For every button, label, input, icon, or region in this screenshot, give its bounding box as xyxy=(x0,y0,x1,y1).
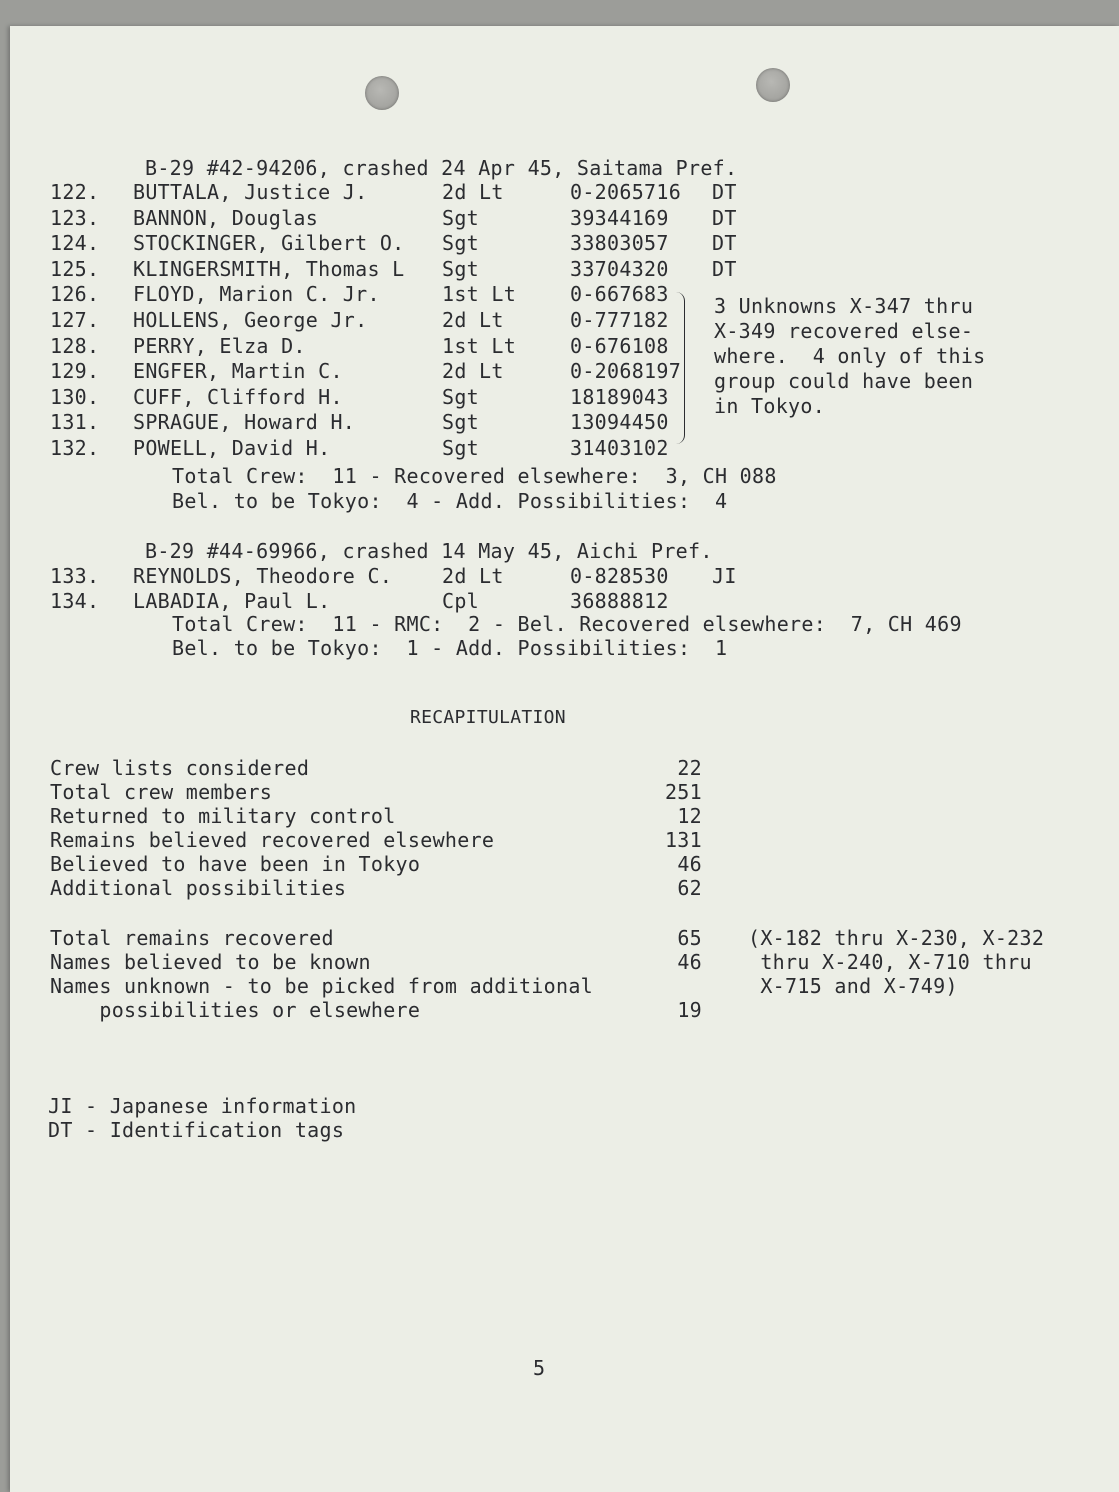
crew-rank: Sgt xyxy=(442,436,480,460)
crew-note: DT xyxy=(712,206,737,230)
recap-label: Remains believed recovered elsewhere xyxy=(50,828,495,852)
crew-rank: Sgt xyxy=(442,206,480,230)
recap-value: 62 xyxy=(677,876,702,900)
side-note-line: 3 Unknowns X-347 thru xyxy=(714,294,974,318)
crew-number: 134. xyxy=(50,589,100,613)
crew-name: KLINGERSMITH, Thomas L xyxy=(133,257,405,281)
recap-label: Returned to military control xyxy=(50,804,396,828)
crew-number: 123. xyxy=(50,206,100,230)
recap-value: 131 xyxy=(664,828,702,852)
crew-serial: 18189043 xyxy=(570,385,669,409)
recap-label: possibilities or elsewhere xyxy=(50,998,421,1022)
recap-label: Additional possibilities xyxy=(50,876,347,900)
side-note-line: in Tokyo. xyxy=(714,394,826,418)
crew-number: 132. xyxy=(50,436,100,460)
crew-serial: 0-2065716 xyxy=(570,180,682,204)
crew-note: DT xyxy=(712,257,737,281)
recap-value: 65 xyxy=(677,926,702,950)
side-note-line: group could have been xyxy=(714,369,974,393)
recap-label: Total remains recovered xyxy=(50,926,334,950)
crew-name: POWELL, David H. xyxy=(133,436,331,460)
side-note-line: where. 4 only of this xyxy=(714,344,986,368)
crew-rank: 2d Lt xyxy=(442,564,504,588)
crew-rank: Cpl xyxy=(442,589,480,613)
crew-name: BANNON, Douglas xyxy=(133,206,319,230)
crew-number: 131. xyxy=(50,410,100,434)
crew-serial: 36888812 xyxy=(570,589,669,613)
crew-name: REYNOLDS, Theodore C. xyxy=(133,564,393,588)
crew-note: DT xyxy=(712,231,737,255)
crew-number: 125. xyxy=(50,257,100,281)
crew-name: ENGFER, Martin C. xyxy=(133,359,343,383)
crew-summary: Total Crew: 11 - RMC: 2 - Bel. Recovered elsewhere: 7, CH 469 xyxy=(172,612,962,636)
remains-note-line: X-715 and X-749) xyxy=(748,974,958,998)
recap-title: RECAPITULATION xyxy=(410,707,566,728)
crew-name: STOCKINGER, Gilbert O. xyxy=(133,231,405,255)
crew-rank: Sgt xyxy=(442,410,480,434)
crew-name: SPRAGUE, Howard H. xyxy=(133,410,356,434)
crew-number: 122. xyxy=(50,180,100,204)
recap-value: 12 xyxy=(677,804,702,828)
crew-note: JI xyxy=(712,564,737,588)
recap-label: Believed to have been in Tokyo xyxy=(50,852,421,876)
legend-line: DT - Identification tags xyxy=(48,1118,345,1142)
crew-serial: 33704320 xyxy=(570,257,669,281)
recap-label: Crew lists considered xyxy=(50,756,310,780)
legend-line: JI - Japanese information xyxy=(48,1094,357,1118)
crew-serial: 0-777182 xyxy=(570,308,669,332)
crew-rank: 1st Lt xyxy=(442,334,517,358)
recap-label: Names unknown - to be picked from additional xyxy=(50,974,594,998)
crew-number: 130. xyxy=(50,385,100,409)
crew-serial: 0-828530 xyxy=(570,564,669,588)
recap-value: 46 xyxy=(677,950,702,974)
crew-serial: 31403102 xyxy=(570,436,669,460)
crew-summary: Total Crew: 11 - Recovered elsewhere: 3, CH 088 xyxy=(172,464,777,488)
side-note-line: X-349 recovered else- xyxy=(714,319,974,343)
remains-note-line: (X-182 thru X-230, X-232 xyxy=(748,926,1045,950)
crew-summary: Bel. to be Tokyo: 4 - Add. Possibilities: 4 xyxy=(172,489,728,513)
group-bracket xyxy=(676,292,685,444)
crew-number: 127. xyxy=(50,308,100,332)
crew-number: 128. xyxy=(50,334,100,358)
crew-name: CUFF, Clifford H. xyxy=(133,385,343,409)
crew-serial: 33803057 xyxy=(570,231,669,255)
aircraft-heading: B-29 #42-94206, crashed 24 Apr 45, Saitama Pref. xyxy=(145,156,738,180)
crew-number: 124. xyxy=(50,231,100,255)
crew-number: 129. xyxy=(50,359,100,383)
crew-name: FLOYD, Marion C. Jr. xyxy=(133,282,380,306)
recap-value: 19 xyxy=(677,998,702,1022)
crew-serial: 13094450 xyxy=(570,410,669,434)
recap-value: 22 xyxy=(677,756,702,780)
crew-name: HOLLENS, George Jr. xyxy=(133,308,368,332)
page-number: 5 xyxy=(533,1356,546,1380)
crew-number: 126. xyxy=(50,282,100,306)
remains-note-line: thru X-240, X-710 thru xyxy=(748,950,1032,974)
crew-rank: 2d Lt xyxy=(442,308,504,332)
crew-note: DT xyxy=(712,180,737,204)
crew-name: BUTTALA, Justice J. xyxy=(133,180,368,204)
crew-rank: Sgt xyxy=(442,385,480,409)
recap-value: 251 xyxy=(664,780,702,804)
crew-rank: Sgt xyxy=(442,231,480,255)
crew-serial: 0-2068197 xyxy=(570,359,682,383)
punch-hole-left xyxy=(365,76,399,110)
crew-number: 133. xyxy=(50,564,100,588)
crew-name: PERRY, Elza D. xyxy=(133,334,306,358)
crew-serial: 0-676108 xyxy=(570,334,669,358)
punch-hole-right xyxy=(756,68,790,102)
crew-summary: Bel. to be Tokyo: 1 - Add. Possibilities: 1 xyxy=(172,636,728,660)
crew-rank: Sgt xyxy=(442,257,480,281)
crew-rank: 1st Lt xyxy=(442,282,517,306)
crew-rank: 2d Lt xyxy=(442,359,504,383)
aircraft-heading: B-29 #44-69966, crashed 14 May 45, Aichi Pref. xyxy=(145,539,713,563)
recap-value: 46 xyxy=(677,852,702,876)
recap-label: Names believed to be known xyxy=(50,950,371,974)
crew-name: LABADIA, Paul L. xyxy=(133,589,331,613)
recap-label: Total crew members xyxy=(50,780,273,804)
crew-serial: 0-667683 xyxy=(570,282,669,306)
crew-rank: 2d Lt xyxy=(442,180,504,204)
crew-serial: 39344169 xyxy=(570,206,669,230)
